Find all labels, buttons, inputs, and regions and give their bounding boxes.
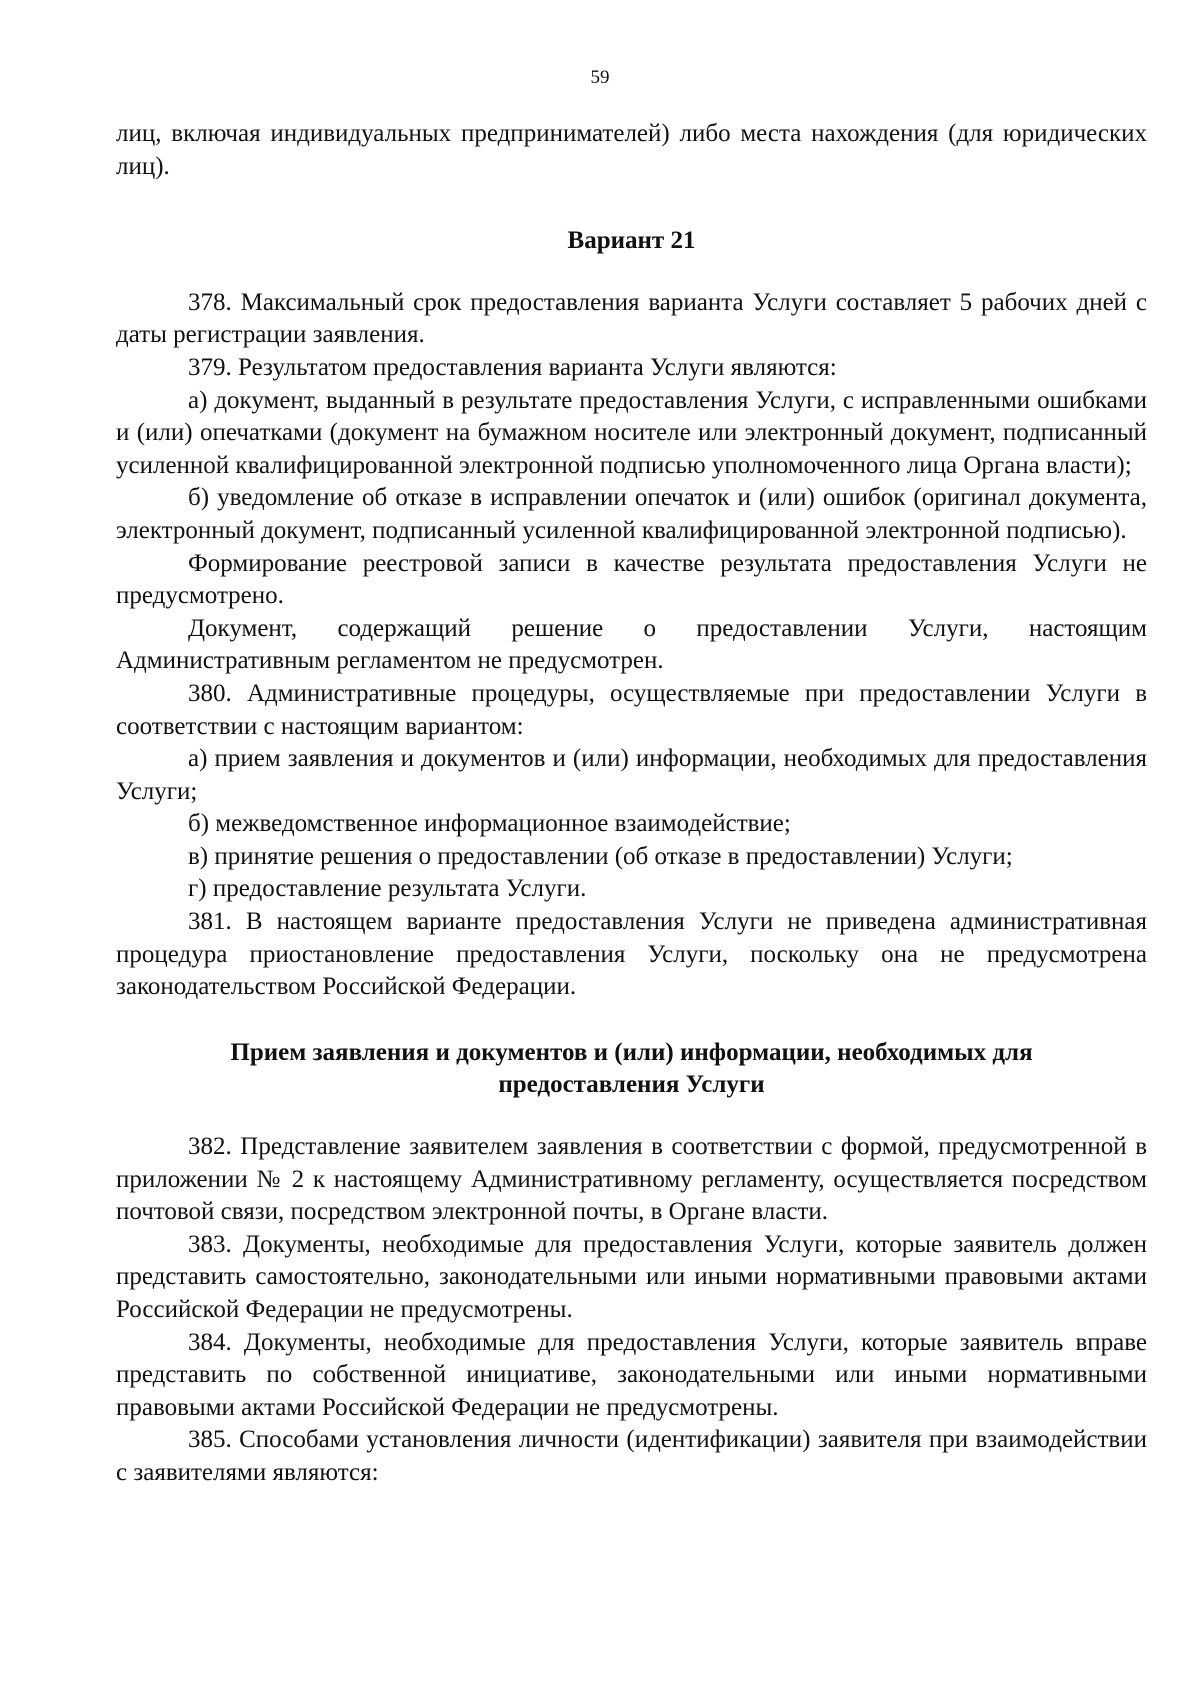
section-heading <box>116 1037 1147 1102</box>
variant-heading: Вариант 21 <box>567 227 696 255</box>
page-number: 59 <box>590 67 610 88</box>
paragraph-379: 379. Результатом предоставления варианта Услуги являются: <box>188 353 837 381</box>
paragraph-382: 382. Представление заявителем заявления в соответствии с формой, предусмотренной в приложении № 2 к настоящему Административному регламенту, осуществляется посредством почтовой связи, посредством электронной почты, в Органе власти. <box>116 1133 1147 1226</box>
paragraph-380-g: г) предоставление результата Услуги. <box>188 875 587 903</box>
paragraph-384: 384. Документы, необходимые для предоставления Услуги, которые заявитель вправе представить по собственной инициативе, законодательными или иными нормативными правовыми актами Российской Федерации не предусмотрены. <box>116 1328 1147 1421</box>
paragraph-380-v: в) принятие решения о предоставлении (об отказе в предоставлении) Услуги; <box>188 842 1013 870</box>
paragraph-378: 378. Максимальный срок предоставления варианта Услуги составляет 5 рабочих дней с даты регистрации заявления. <box>116 288 1147 349</box>
paragraph-383: 383. Документы, необходимые для предоставления Услуги, которые заявитель должен представить самостоятельно, законодательными или иными нормативными правовыми актами Российской Федерации не предусмотрены. <box>116 1230 1147 1323</box>
paragraph-379-a: а) документ, выданный в результате предоставления Услуги, с исправленными ошибками и (или) опечатками (документ на бумажном носителе или электронный документ, подписанный усиленной квалифицированной электронной подписью уполномоченного лица Органа власти); <box>116 386 1147 479</box>
paragraph-380: 380. Административные процедуры, осуществляемые при предоставлении Услуги в соответствии с настоящим вариантом: <box>116 679 1147 740</box>
intro-paragraph: лиц, включая индивидуальных предпринимателей) либо места нахождения (для юридических лиц). <box>116 120 1147 180</box>
paragraph-380-b: б) межведомственное информационное взаимодействие; <box>188 810 791 838</box>
paragraph-380-a: а) прием заявления и документов и (или) информации, необходимых для предоставления Услуги; <box>116 745 1147 805</box>
paragraph-decision-document: Документ, содержащий решение о предоставлении Услуги, настоящим Административным регламентом не предусмотрен. <box>116 614 1147 675</box>
paragraph-385: 385. Способами установления личности (идентификации) заявителя при взаимодействии с заявителями являются: <box>116 1426 1147 1486</box>
document-body <box>116 118 1147 1490</box>
paragraph-381: 381. В настоящем варианте предоставления Услуги не приведена административная процедура приостановление предоставления Услуги, поскольку она не предусмотрена законодательством Российской Федерации. <box>116 908 1147 1001</box>
section-heading-line-2: предоставления Услуги <box>498 1071 765 1099</box>
paragraph-379-b: б) уведомление об отказе в исправлении опечаток и (или) ошибок (оригинал документа, электронный документ, подписанный усиленной квалифицированной электронной подписью). <box>116 484 1147 544</box>
section-heading-line-1: Прием заявления и документов и (или) информации, необходимых для <box>230 1038 1033 1066</box>
paragraph-registry-record: Формирование реестровой записи в качестве результата предоставления Услуги не предусмотрено. <box>116 549 1147 610</box>
